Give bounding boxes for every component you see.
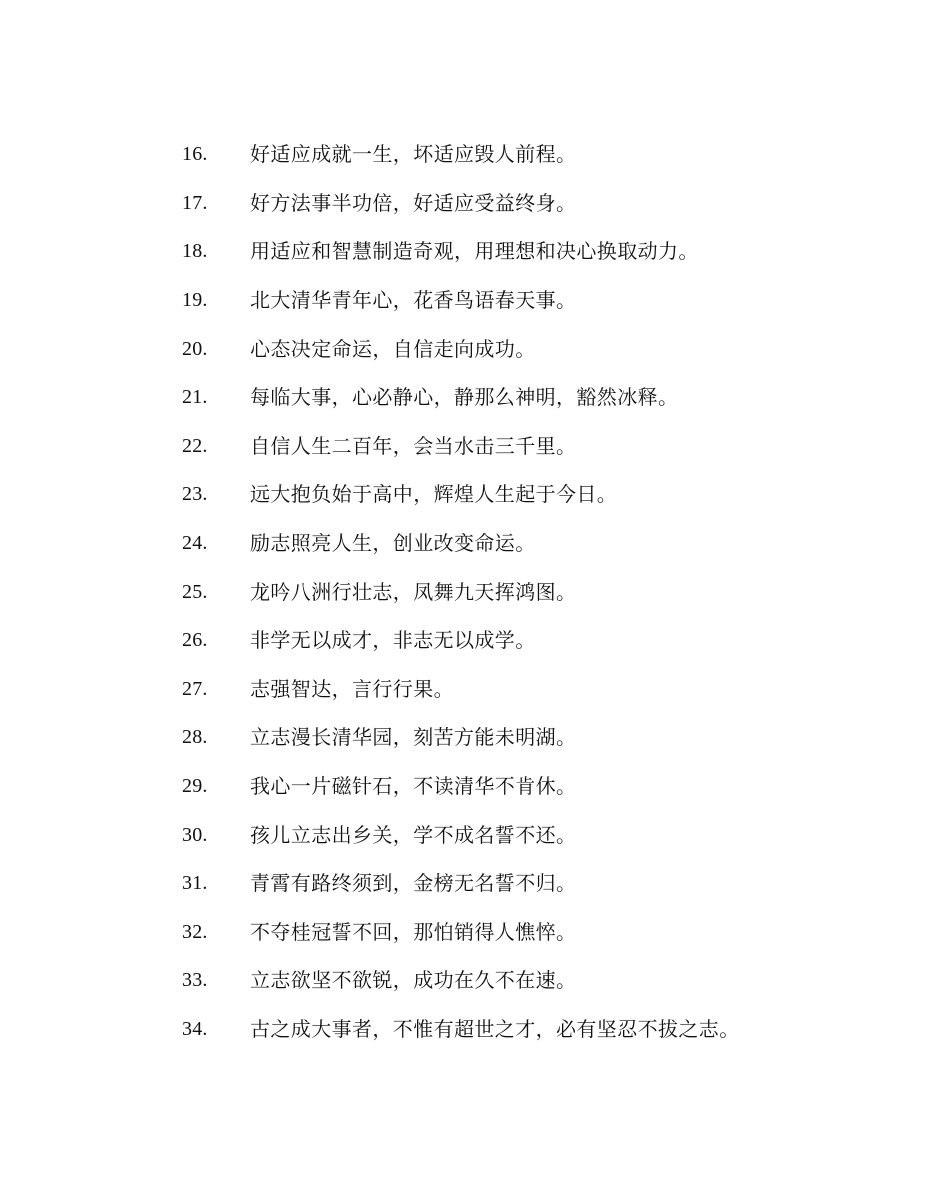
list-item [182, 762, 822, 811]
item-text: 用适应和智慧制造奇观，用理想和决心换取动力。 [250, 239, 699, 264]
item-text: 龙吟八洲行壮志，凤舞九天挥鸿图。 [250, 579, 577, 604]
list-item [182, 908, 822, 957]
item-number: 32. [182, 920, 208, 943]
list-item [182, 810, 822, 859]
list-item [182, 616, 822, 665]
item-text: 立志欲坚不欲锐，成功在久不在速。 [250, 968, 577, 993]
list-item [182, 276, 822, 325]
item-number: 24. [182, 532, 208, 555]
item-text: 好方法事半功倍，好适应受益终身。 [250, 190, 577, 215]
item-text: 不夺桂冠誓不回，那怕销得人憔悴。 [250, 919, 577, 944]
list-item [182, 324, 822, 373]
list-item [182, 713, 822, 762]
item-text: 我心一片磁针石，不读清华不肯休。 [250, 774, 577, 799]
item-text: 好适应成就一生，坏适应毁人前程。 [250, 142, 577, 167]
item-text: 非学无以成才，非志无以成学。 [250, 628, 536, 653]
list-item [182, 179, 822, 228]
item-number: 17. [182, 191, 208, 214]
item-text: 自信人生二百年，会当水击三千里。 [250, 433, 577, 458]
item-number: 16. [182, 143, 208, 166]
item-text: 每临大事，心必静心，静那么神明，豁然冰释。 [250, 385, 679, 410]
list-item [182, 470, 822, 519]
item-text: 北大清华青年心，花香鸟语春天事。 [250, 288, 577, 313]
item-number: 23. [182, 483, 208, 506]
item-number: 29. [182, 775, 208, 798]
item-number: 18. [182, 240, 208, 263]
list-item [182, 1005, 822, 1054]
list-item [182, 665, 822, 714]
item-number: 19. [182, 289, 208, 312]
item-number: 30. [182, 823, 208, 846]
item-number: 26. [182, 629, 208, 652]
list-item [182, 859, 822, 908]
item-number: 31. [182, 872, 208, 895]
list-item [182, 519, 822, 568]
item-text: 心态决定命运，自信走向成功。 [250, 336, 536, 361]
item-text: 青霄有路终须到，金榜无名誓不归。 [250, 871, 577, 896]
list-item [182, 130, 822, 179]
item-number: 20. [182, 337, 208, 360]
list-item [182, 227, 822, 276]
list-item [182, 567, 822, 616]
item-number: 28. [182, 726, 208, 749]
list-item [182, 956, 822, 1005]
item-number: 33. [182, 969, 208, 992]
item-number: 21. [182, 386, 208, 409]
item-number: 34. [182, 1017, 208, 1040]
item-text: 孩儿立志出乡关，学不成名誓不还。 [250, 822, 577, 847]
item-text: 古之成大事者，不惟有超世之才，必有坚忍不拔之志。 [250, 1016, 740, 1041]
list-item [182, 373, 822, 422]
item-text: 志强智达，言行行果。 [250, 676, 454, 701]
quote-list [182, 130, 822, 1053]
item-number: 22. [182, 434, 208, 457]
item-number: 25. [182, 580, 208, 603]
list-item [182, 422, 822, 471]
item-text: 励志照亮人生，创业改变命运。 [250, 531, 536, 556]
item-text: 立志漫长清华园，刻苦方能未明湖。 [250, 725, 577, 750]
item-text: 远大抱负始于高中，辉煌人生起于今日。 [250, 482, 618, 507]
item-number: 27. [182, 677, 208, 700]
